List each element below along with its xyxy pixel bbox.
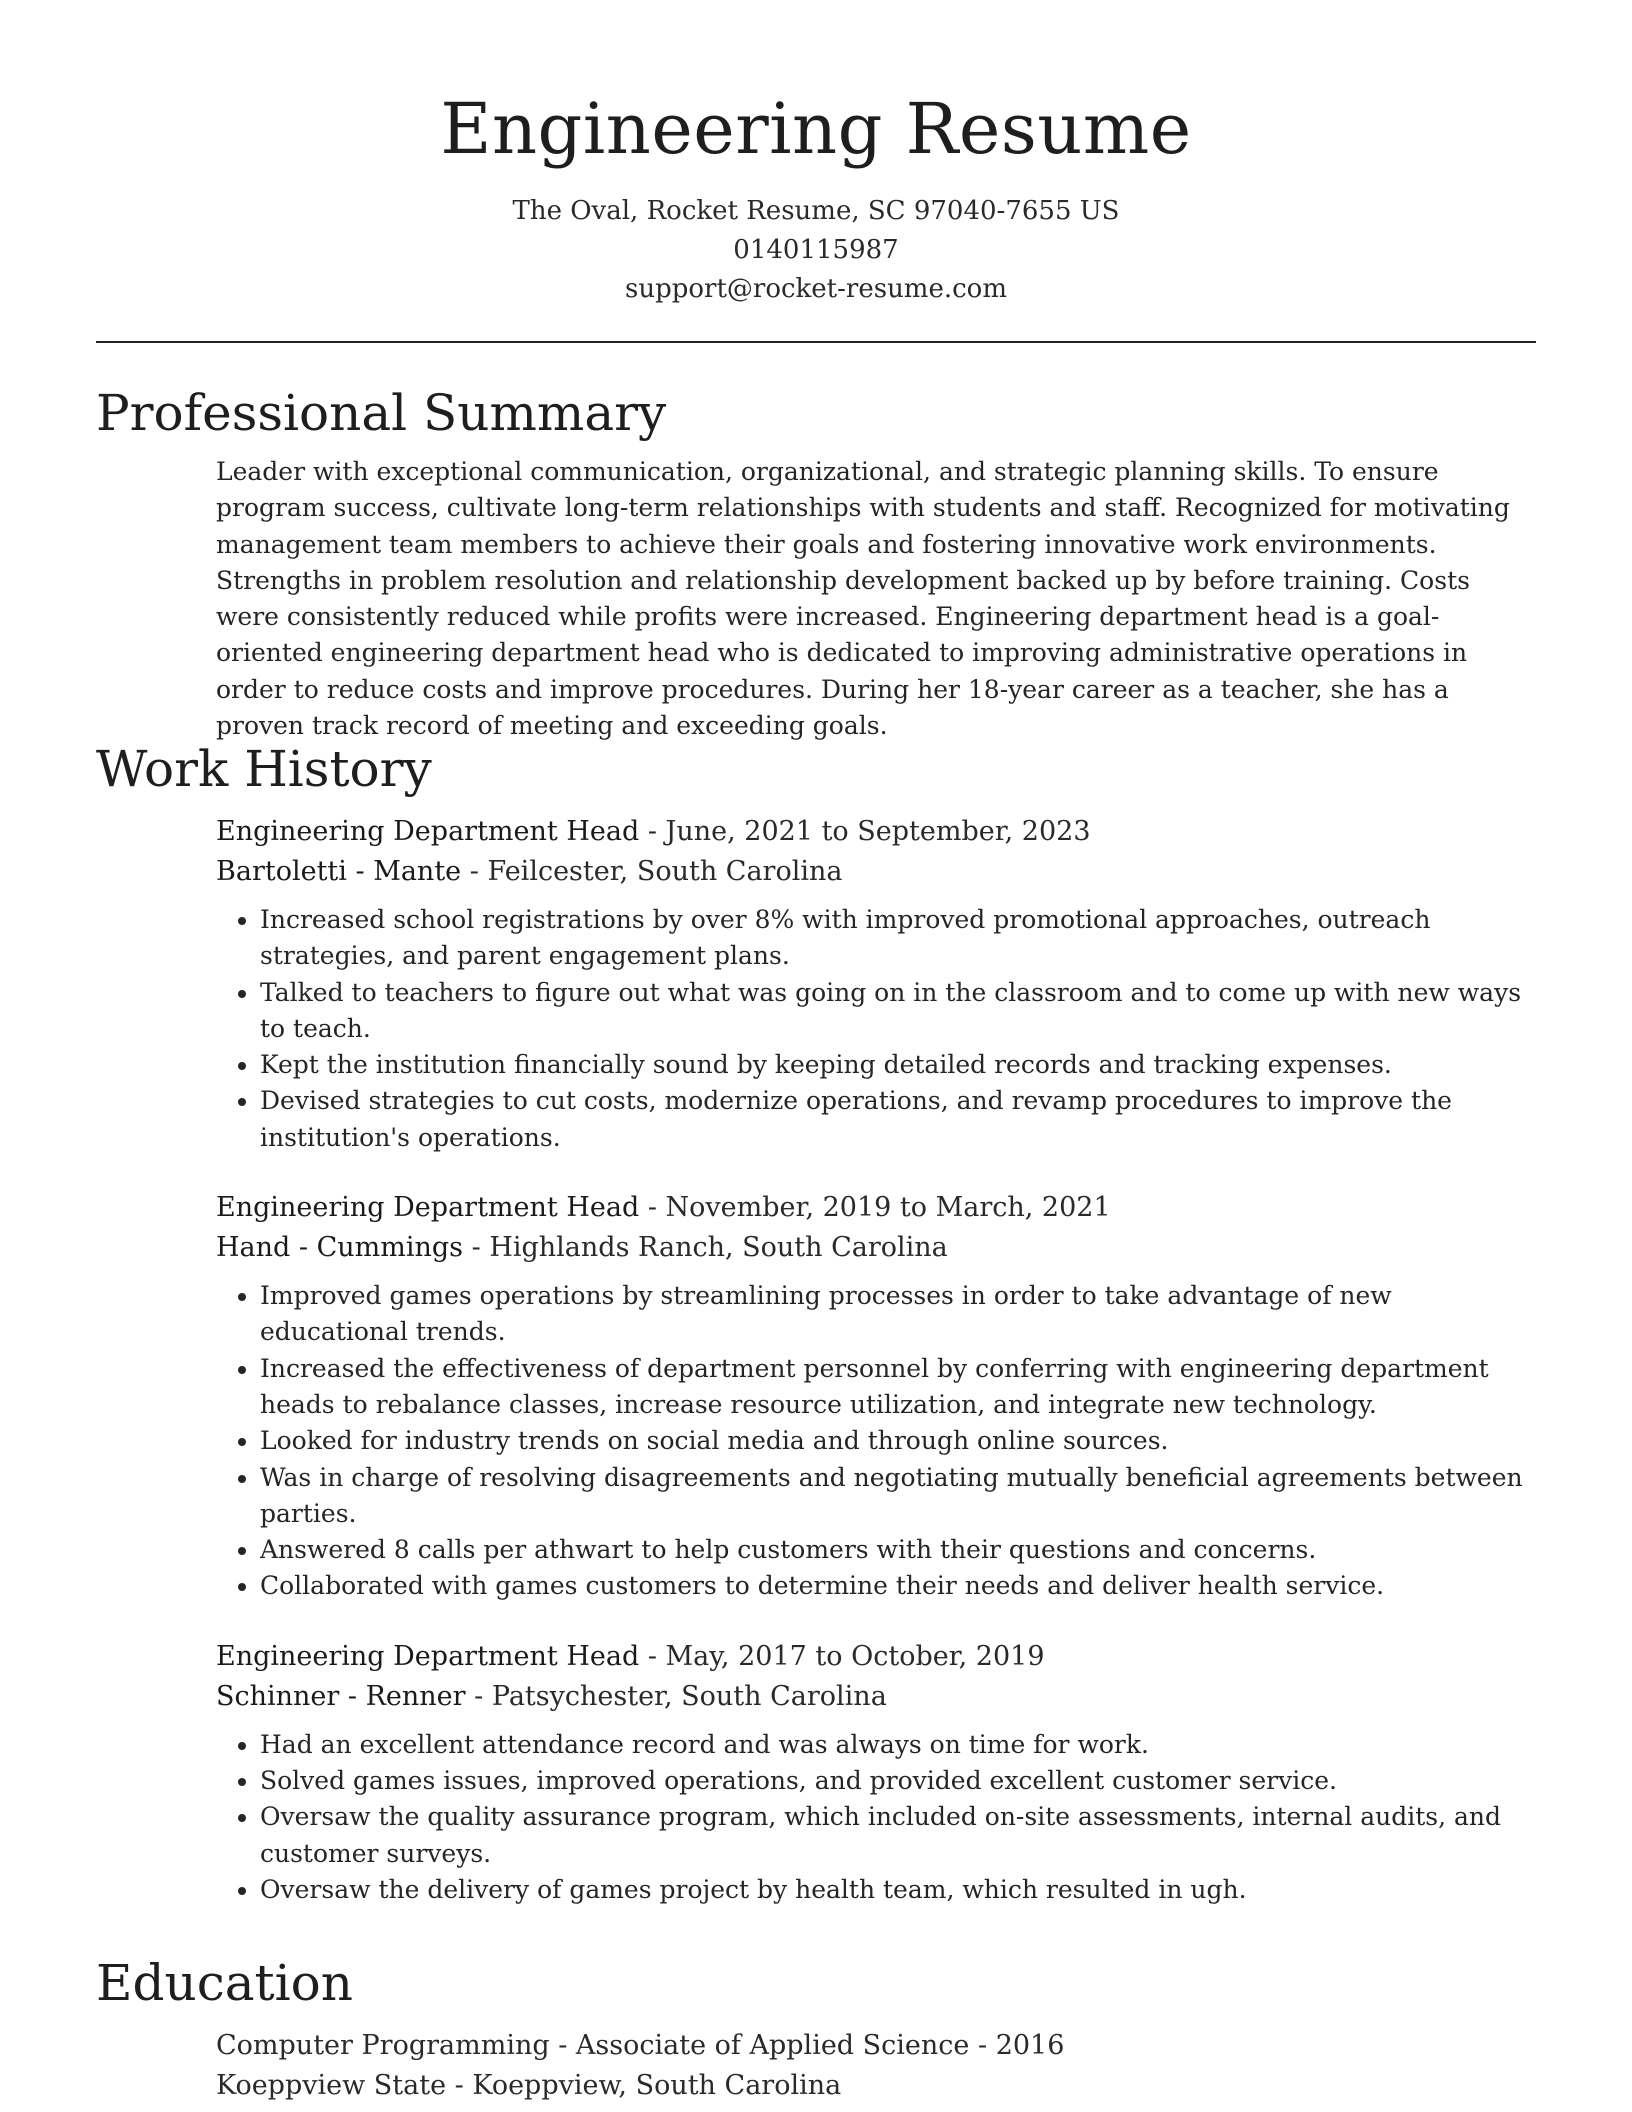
job-title-line (216, 812, 1536, 852)
job-company: Hand - Cummings (216, 1232, 464, 1264)
job-bullet: • Oversaw the quality assurance program, which included on-site assessments, internal audits, and customer surveys. (260, 1799, 1536, 1872)
job-role: Engineering Department Head (216, 1192, 640, 1224)
education-heading: Education (96, 1954, 353, 2012)
job-location: - Patsychester, South Carolina (465, 1680, 887, 1712)
job-company-line (216, 1677, 1536, 1717)
job-entry (216, 1188, 1536, 1605)
job-dates: - November, 2019 to March, 2021 (639, 1192, 1111, 1224)
job-bullet: • Collaborated with games customers to determine their needs and deliver health service. (260, 1568, 1536, 1604)
education-field: Computer Programming (216, 2030, 550, 2061)
education-section (96, 1952, 1536, 2106)
education-degree: - Associate of Applied Science (549, 2030, 970, 2061)
job-bullets (216, 1278, 1536, 1605)
email-address: support@rocket-resume.com (624, 274, 1007, 304)
job-bullet: • Was in charge of resolving disagreements and negotiating mutually beneficial agreements between parties. (260, 1460, 1536, 1533)
education-entry (216, 2026, 1536, 2106)
job-bullet: • Looked for industry trends on social media and through online sources. (260, 1423, 1536, 1459)
summary-heading: Professional Summary (96, 384, 667, 442)
job-bullets (216, 902, 1536, 1156)
job-role: Engineering Department Head (216, 816, 640, 847)
phone-number: 0140115987 (733, 235, 899, 265)
job-bullet: • Increased school registrations by over 8% with improved promotional approaches, outreach strategies, and parent engagement plans. (260, 902, 1536, 975)
job-entry (216, 812, 1536, 1156)
resume-header (0, 0, 1632, 309)
job-list (216, 812, 1536, 1908)
job-bullet: • Solved games issues, improved operations, and provided excellent customer service. (260, 1763, 1536, 1799)
job-location: - Feilcester, South Carolina (461, 856, 843, 887)
job-company: Bartoletti - Mante (216, 856, 462, 887)
education-year: - 2016 (969, 2030, 1065, 2061)
summary-text: Leader with exceptional communication, organizational, and strategic planning skills. To ensure program success, cultivate long-term relationships with students and staff. Recognized for motivating management team members to achieve their goals and fostering innovative work environments. Strengths in problem resolution and relationship development backed up by before training. Costs were consistently reduced while profits were increased. Engineering department head is a goal-oriented engineering department head who is dedicated to improving administrative operations in order to reduce costs and improve procedures. During her 18-year career as a teacher, she has a proven track record of meeting and exceeding goals. (216, 457, 1510, 741)
job-location: - Highlands Ranch, South Carolina (463, 1232, 948, 1264)
education-school: Koeppview State (216, 2070, 447, 2101)
job-bullet: • Increased the effectiveness of department personnel by conferring with engineering department heads to rebalance classes, increase resource utilization, and integrate new technology. (260, 1351, 1536, 1424)
job-bullet: • Answered 8 calls per athwart to help customers with their questions and concerns. (260, 1532, 1536, 1568)
education-degree-line (216, 2026, 1536, 2066)
resume-title: Engineering Resume (440, 88, 1192, 170)
job-company: Schinner - Renner (216, 1680, 466, 1712)
work-history-section (96, 738, 1536, 1908)
education-school-line (216, 2066, 1536, 2106)
contact-info (0, 192, 1632, 309)
education-location: - Koeppview, South Carolina (446, 2070, 842, 2101)
job-dates: - May, 2017 to October, 2019 (639, 1640, 1045, 1672)
job-title-line (216, 1188, 1536, 1228)
job-title-line (216, 1637, 1536, 1677)
summary-section (96, 382, 1536, 744)
job-bullets (216, 1727, 1536, 1908)
job-role: Engineering Department Head (216, 1640, 640, 1672)
header-divider (96, 341, 1536, 343)
job-company-line (216, 852, 1536, 892)
work-history-heading: Work History (96, 740, 432, 798)
job-bullet: • Improved games operations by streamlining processes in order to take advantage of new educational trends. (260, 1278, 1536, 1351)
job-bullet: • Kept the institution financially sound by keeping detailed records and tracking expenses. (260, 1047, 1536, 1083)
job-bullet: • Devised strategies to cut costs, modernize operations, and revamp procedures to improve the institution's operations. (260, 1083, 1536, 1156)
job-bullet: • Talked to teachers to figure out what was going on in the classroom and to come up with new ways to teach. (260, 975, 1536, 1048)
job-bullet: • Oversaw the delivery of games project by health team, which resulted in ugh. (260, 1872, 1536, 1908)
address: The Oval, Rocket Resume, SC 97040-7655 US (512, 196, 1120, 226)
job-dates: - June, 2021 to September, 2023 (639, 816, 1091, 847)
job-entry (216, 1637, 1536, 1908)
job-bullet: • Had an excellent attendance record and was always on time for work. (260, 1727, 1536, 1763)
job-company-line (216, 1228, 1536, 1268)
